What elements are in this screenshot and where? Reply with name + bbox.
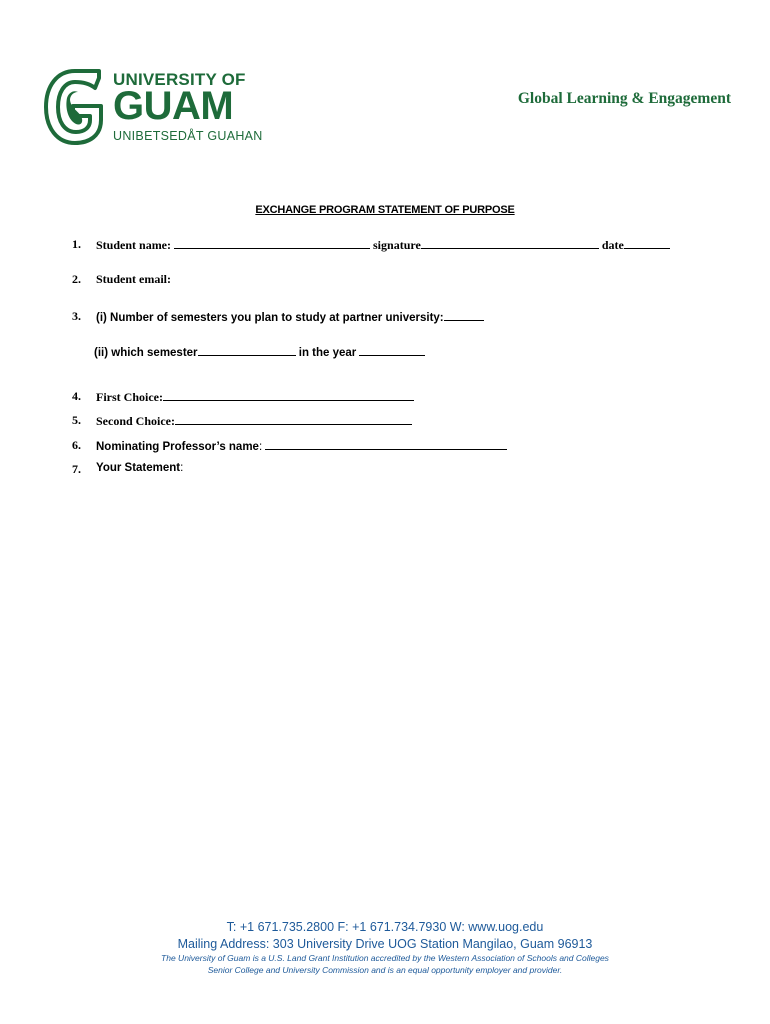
footer-note-line2: Senior College and University Commission and is an equal opportunity employer and provider.: [207, 965, 563, 975]
date-field[interactable]: [624, 237, 670, 249]
signature-field[interactable]: [421, 237, 599, 249]
item-number: 4.: [72, 389, 81, 403]
department-name: Global Learning & Engagement: [517, 90, 731, 107]
item-number: 7.: [72, 462, 81, 476]
student-name-label: Student name:: [96, 238, 172, 252]
form-title: EXCHANGE PROGRAM STATEMENT OF PURPOSE: [255, 204, 515, 216]
professor-name-label: Nominating Professor’s name: [96, 441, 259, 453]
signature-label: signature: [373, 238, 421, 252]
which-semester-field[interactable]: [198, 344, 296, 356]
logo-line-chamorro: UNIBETSEDÅT GUAHAN: [113, 129, 263, 143]
footer-contact: T: +1 671.735.2800 F: +1 671.734.7930 W: www.uog.edu: [226, 920, 544, 934]
year-label: in the year: [298, 347, 357, 359]
year-field[interactable]: [359, 344, 425, 356]
your-statement-label: Your Statement: [96, 462, 181, 474]
logo-line-university-of: UNIVERSITY OF: [113, 70, 246, 89]
university-logo: [43, 68, 263, 148]
first-choice-label: First Choice:: [96, 390, 163, 404]
second-choice-label: Second Choice:: [96, 414, 175, 428]
item-number: 6.: [72, 438, 81, 452]
semesters-count-field[interactable]: [444, 309, 484, 321]
item-number: 2.: [72, 272, 81, 286]
uog-g-mark-icon: [43, 68, 107, 146]
student-name-field[interactable]: [174, 237, 370, 249]
which-semester-label: (ii) which semester: [94, 347, 198, 359]
date-label: date: [601, 238, 624, 252]
student-email-label: Student email:: [96, 272, 171, 286]
item-number: 1.: [72, 237, 81, 251]
second-choice-field[interactable]: [175, 413, 412, 425]
footer-address: Mailing Address: 303 University Drive UOG Station Mangilao, Guam 96913: [177, 937, 593, 951]
semesters-count-label: (i) Number of semesters you plan to study at partner university:: [96, 312, 444, 324]
your-statement-colon: :: [180, 462, 184, 474]
first-choice-field[interactable]: [163, 389, 414, 401]
professor-name-colon: :: [258, 441, 263, 453]
professor-name-field[interactable]: [265, 438, 507, 450]
item-number: 5.: [72, 413, 81, 427]
footer-note-line1: The University of Guam is a U.S. Land Grant Institution accredited by the Western Association of Schools and Colleges: [161, 953, 609, 963]
logo-line-guam: GUAM: [113, 84, 234, 128]
item-number: 3.: [72, 309, 81, 323]
